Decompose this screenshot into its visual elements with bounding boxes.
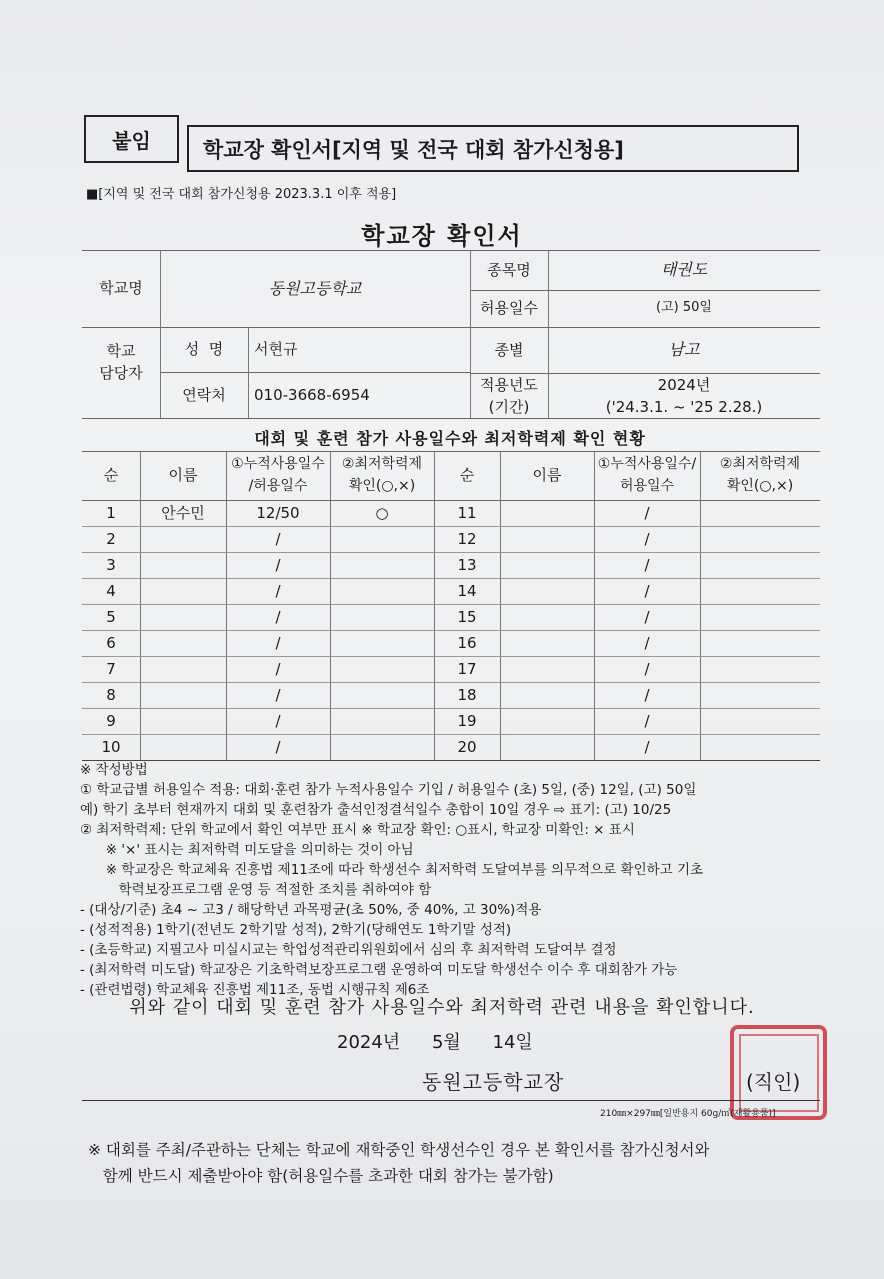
- contact-label: 연락처: [182, 385, 226, 404]
- row-number: 20: [457, 737, 477, 756]
- seal-label: (직인): [746, 1070, 801, 1094]
- days-used: /: [275, 581, 281, 600]
- days-used: /: [644, 503, 650, 522]
- year-label-line2: (기간): [488, 397, 530, 416]
- note-line: - (관련법령) 학교체육 진흥법 제11조, 동법 시행규칙 제6조: [80, 982, 430, 998]
- days-used: 12/50: [256, 503, 300, 522]
- row-number: 19: [457, 711, 477, 730]
- manager-label-line1: 학교: [106, 341, 136, 360]
- header-no-right: 순: [459, 466, 475, 485]
- status-title: 대회 및 훈련 참가 사용일수와 최저학력제 확인 현황: [254, 429, 646, 448]
- days-used: /: [644, 659, 650, 678]
- note-line: - (최저학력 미도달) 학교장은 기초학력보장프로그램 운영하여 미도달 학생선수 이수 후 대회참가 가능: [80, 962, 678, 978]
- student-name: [140, 630, 226, 656]
- row-number: 9: [106, 711, 116, 730]
- header-days-right-2: 허용일수: [619, 478, 675, 495]
- days-used: /: [644, 607, 650, 626]
- student-name: 안수민: [161, 503, 205, 522]
- grade-check: [330, 630, 434, 656]
- header-grade-left-1: ②최저학력제: [341, 456, 423, 473]
- row-number: 17: [457, 659, 477, 678]
- footnote: [88, 1137, 709, 1189]
- gender-value: 남고: [668, 340, 700, 359]
- note-line: ※ '×' 표시는 최저학력 미도달을 의미하는 것이 아님: [80, 842, 414, 858]
- note-line: ② 최저학력제: 단위 학교에서 확인 여부만 표시 ※ 학교장 확인: ○표시, 학교장 미확인: × 표시: [80, 822, 635, 838]
- school-value: 동원고등학교: [268, 278, 362, 298]
- row-number: 7: [106, 659, 116, 678]
- student-name: [500, 630, 594, 656]
- year-value: 2024년: [657, 375, 711, 394]
- note-line: 학력보장프로그램 운영 등 적절한 조치를 취하여야 함: [80, 882, 432, 898]
- row-number: 11: [457, 503, 477, 522]
- confirm-statement: 위와 같이 대회 및 훈련 참가 사용일수와 최저학력 관련 내용을 확인합니다.: [129, 997, 755, 1018]
- days-used: /: [275, 737, 281, 756]
- days-used: /: [644, 633, 650, 652]
- row-number: 6: [106, 633, 116, 652]
- header-grade-right-1: ②최저학력제: [719, 456, 801, 473]
- grade-check: [330, 552, 434, 578]
- footnote-line: ※ 대회를 주최/주관하는 단체는 학교에 재학중인 학생선수인 경우 본 확인서를 참가신청서와: [88, 1141, 710, 1159]
- date-year: 2024년: [337, 1032, 401, 1053]
- header-days-left-1: ①누적사용일수: [231, 456, 325, 473]
- note-line: - (초등학교) 지필고사 미실시교는 학업성적관리위원회에서 심의 후 최저학력 도달여부 결정: [80, 942, 617, 958]
- row-number: 8: [106, 685, 116, 704]
- grade-check: ○: [375, 503, 389, 522]
- principal-name: 동원고등학교장: [422, 1070, 565, 1094]
- row-number: 1: [106, 503, 116, 522]
- grade-check: [700, 630, 820, 656]
- row-number: 5: [106, 607, 116, 626]
- grade-check: [700, 526, 820, 552]
- row-number: 16: [457, 633, 477, 652]
- document-heading: 학교장 확인서[지역 및 전국 대회 참가신청용]: [187, 125, 799, 172]
- student-name: [500, 656, 594, 682]
- header-name-left: 이름: [168, 466, 198, 485]
- writing-guide: [80, 760, 820, 1000]
- row-number: 2: [106, 529, 116, 548]
- note-line: - (대상/기준) 초4 ~ 고3 / 해당학년 과목평균(초 50%, 중 40%, 고 30%)적용: [80, 902, 542, 918]
- student-name: [500, 708, 594, 734]
- header-no-left: 순: [103, 466, 119, 485]
- grade-check: [700, 500, 820, 526]
- gender-label: 종별: [494, 340, 524, 359]
- grade-check: [700, 682, 820, 708]
- student-name: [500, 500, 594, 526]
- grade-check: [700, 552, 820, 578]
- manager-label-line2: 담당자: [99, 363, 143, 382]
- days-used: /: [275, 659, 281, 678]
- student-name: [500, 526, 594, 552]
- student-name: [140, 552, 226, 578]
- footnote-line: 함께 반드시 제출받아야 함(허용일수를 초과한 대회 참가는 불가함): [88, 1167, 554, 1185]
- year-label-line1: 적용년도: [480, 375, 538, 394]
- year-period: ('24.3.1. ~ '25 2.28.): [605, 397, 763, 416]
- note-line: ① 학교급별 허용일수 적용: 대회·훈련 참가 누적사용일수 기입 / 허용일수 (초) 5일, (중) 12일, (고) 50일: [80, 782, 697, 798]
- allowed-days-label: 허용일수: [480, 299, 538, 318]
- allowed-days-value: (고) 50일: [656, 300, 712, 316]
- student-name: [140, 708, 226, 734]
- grade-check: [700, 734, 820, 760]
- attachment-label: 붙임: [84, 115, 179, 163]
- grade-check: [700, 578, 820, 604]
- days-used: /: [275, 555, 281, 574]
- grade-check: [330, 656, 434, 682]
- issue-date: [337, 1028, 559, 1054]
- row-number: 13: [457, 555, 477, 574]
- days-used: /: [644, 685, 650, 704]
- grade-check: [700, 708, 820, 734]
- grade-check: [330, 708, 434, 734]
- student-name: [140, 578, 226, 604]
- student-name: [140, 526, 226, 552]
- grade-check: [330, 526, 434, 552]
- row-number: 15: [457, 607, 477, 626]
- student-name: [500, 682, 594, 708]
- header-grade-left-2: 확인(○,×): [348, 478, 416, 495]
- row-number: 10: [101, 737, 121, 756]
- student-name: [140, 604, 226, 630]
- days-used: /: [644, 711, 650, 730]
- note-line: ※ 작성방법: [80, 762, 148, 778]
- grade-check: [330, 578, 434, 604]
- days-used: /: [275, 529, 281, 548]
- row-number: 14: [457, 581, 477, 600]
- date-day: 14일: [492, 1032, 533, 1053]
- student-name: [500, 578, 594, 604]
- apply-note: ■[지역 및 전국 대회 참가신청용 2023.3.1 이후 적용]: [86, 187, 397, 202]
- days-used: /: [275, 711, 281, 730]
- grade-check: [700, 604, 820, 630]
- header-days-left-2: /허용일수: [248, 478, 308, 495]
- form-title: 학교장 확인서: [361, 222, 523, 250]
- grade-check: [700, 656, 820, 682]
- sport-label: 종목명: [487, 260, 531, 279]
- student-name: [140, 734, 226, 760]
- contact-value: 010-3668-6954: [254, 385, 370, 404]
- row-number: 18: [457, 685, 477, 704]
- student-name: [140, 682, 226, 708]
- sport-value: 태권도: [660, 260, 708, 279]
- note-line: 예) 학기 초부터 현재까지 대회 및 훈련참가 출석인정결석일수 총합이 10일 경우 ⇨ 표기: (고) 10/25: [80, 802, 672, 818]
- header-name-right: 이름: [532, 466, 562, 485]
- name-label: 성 명: [184, 340, 224, 359]
- days-used: /: [644, 555, 650, 574]
- school-label: 학교명: [99, 279, 143, 298]
- student-name: [500, 604, 594, 630]
- days-used: /: [644, 529, 650, 548]
- row-number: 3: [106, 555, 116, 574]
- note-line: ※ 학교장은 학교체육 진흥법 제11조에 따라 학생선수 최저학력 도달여부를 의무적으로 확인하고 기초: [80, 862, 704, 878]
- date-month: 5월: [431, 1032, 461, 1053]
- grade-check: [330, 604, 434, 630]
- header-grade-right-2: 확인(○,×): [726, 478, 794, 495]
- row-number: 12: [457, 529, 477, 548]
- grade-check: [330, 734, 434, 760]
- paper-size-note: 210㎜×297㎜[일반용지 60g/㎡(재활용품)]: [600, 1109, 776, 1119]
- days-used: /: [275, 607, 281, 626]
- student-name: [500, 552, 594, 578]
- days-used: /: [275, 685, 281, 704]
- grade-check: [330, 682, 434, 708]
- days-used: /: [275, 633, 281, 652]
- student-name: [140, 656, 226, 682]
- header-days-right-1: ①누적사용일수/: [597, 456, 697, 473]
- days-used: /: [644, 581, 650, 600]
- name-value: 서현규: [254, 340, 298, 359]
- days-used: /: [644, 737, 650, 756]
- row-number: 4: [106, 581, 116, 600]
- student-name: [500, 734, 594, 760]
- note-line: - (성적적용) 1학기(전년도 2학기말 성적), 2학기(당해연도 1학기말 성적): [80, 922, 512, 938]
